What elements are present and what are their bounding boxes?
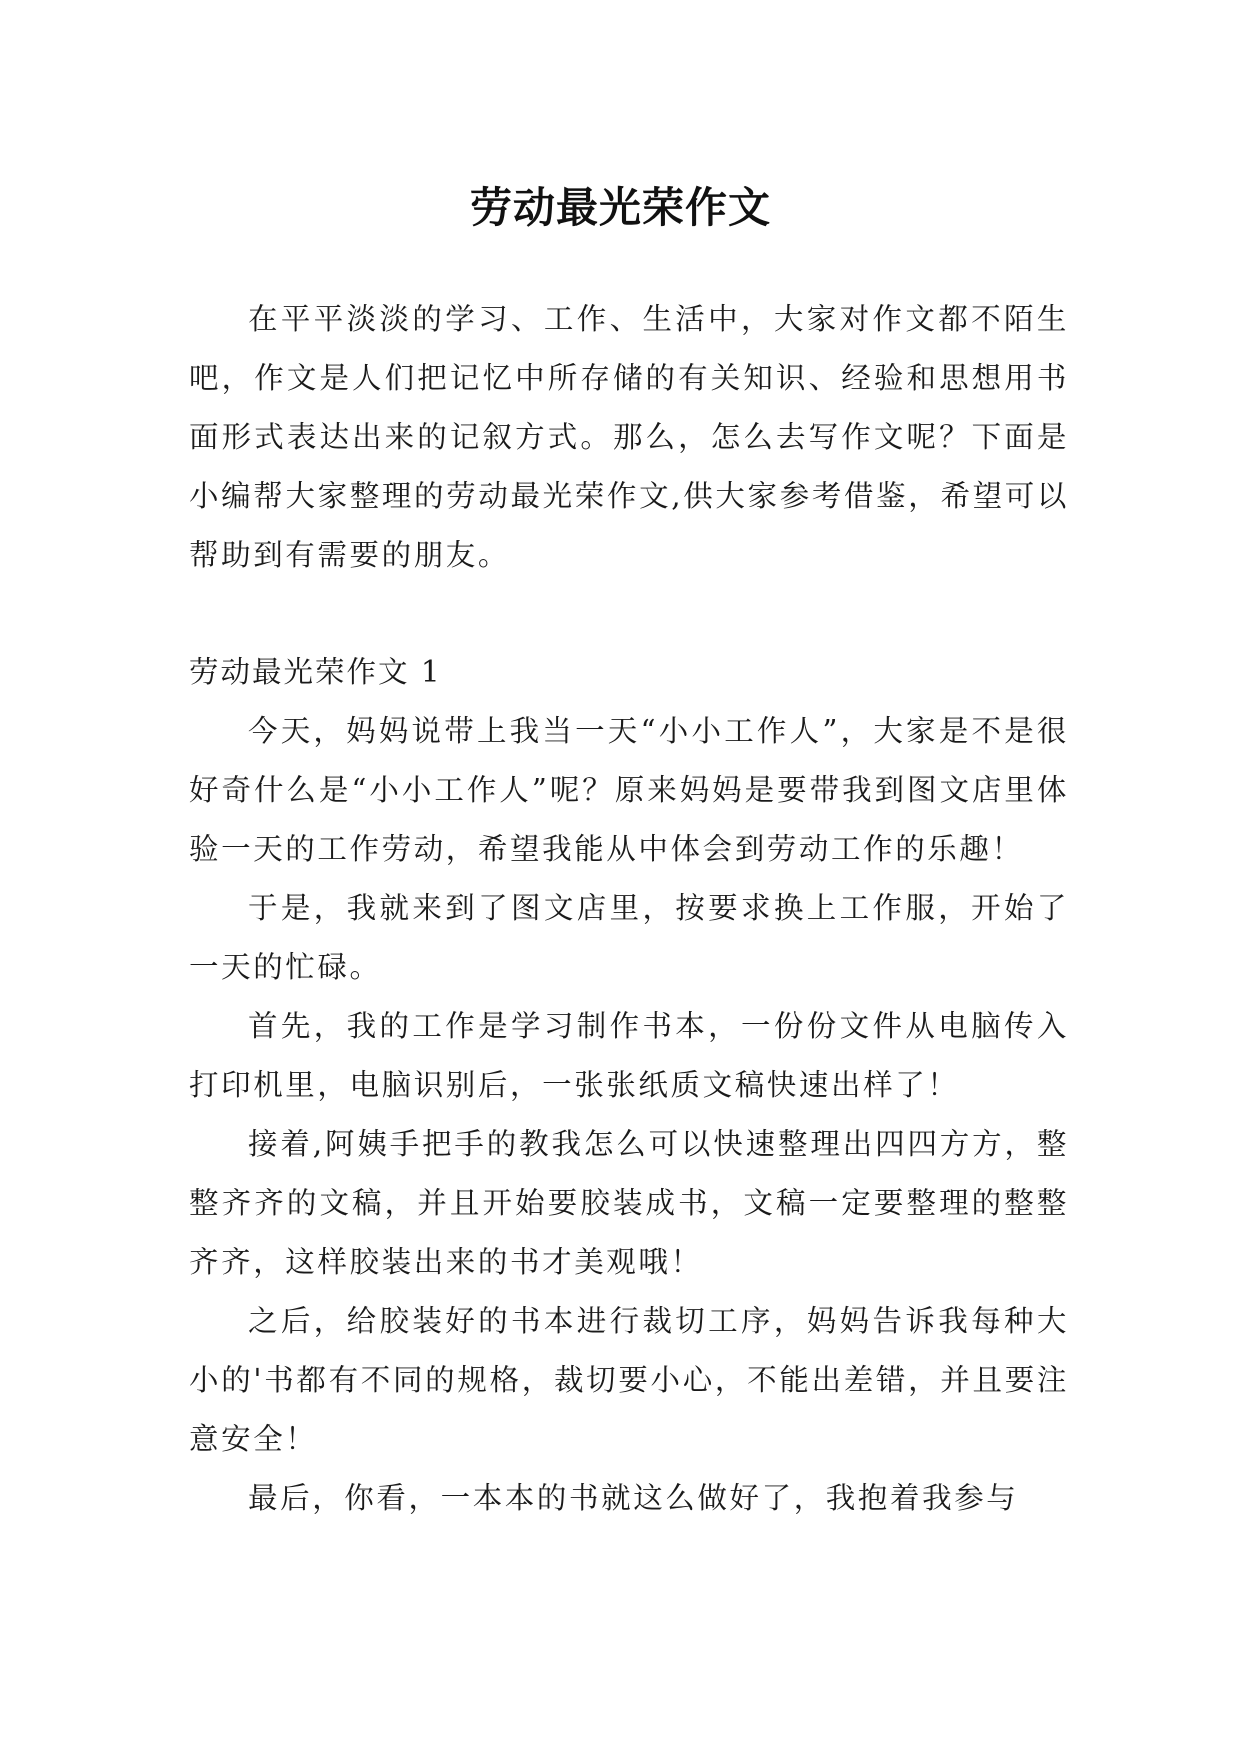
body-paragraph: 于是，我就来到了图文店里，按要求换上工作服，开始了一天的忙碌。 bbox=[189, 891, 1069, 984]
document-title: 劳动最光荣作文 bbox=[469, 183, 771, 233]
document-body bbox=[189, 290, 1069, 1528]
section-heading: 劳动最光荣作文 1 bbox=[189, 655, 442, 689]
body-paragraph: 首先，我的工作是学习制作书本，一份份文件从电脑传入打印机里，电脑识别后，一张张纸质文稿快速出样了！ bbox=[189, 1009, 1069, 1102]
body-paragraph: 之后，给胶装好的书本进行裁切工序，妈妈告诉我每种大小的'书都有不同的规格，裁切要小心，不能出差错，并且要注意安全！ bbox=[189, 1304, 1069, 1456]
intro-paragraph: 在平平淡淡的学习、工作、生活中，大家对作文都不陌生吧，作文是人们把记忆中所存储的有关知识、经验和思想用书面形式表达出来的记叙方式。那么，怎么去写作文呢？下面是小编帮大家整理的劳动最光荣作文,供大家参考借鉴，希望可以帮助到有需要的朋友。 bbox=[189, 302, 1069, 572]
body-paragraph: 今天，妈妈说带上我当一天“小小工作人”，大家是不是很好奇什么是“小小工作人”呢？原来妈妈是要带我到图文店里体验一天的工作劳动，希望我能从中体会到劳动工作的乐趣！ bbox=[189, 714, 1069, 866]
body-paragraph: 最后，你看，一本本的书就这么做好了，我抱着我参与 bbox=[248, 1481, 1019, 1515]
body-paragraph: 接着,阿姨手把手的教我怎么可以快速整理出四四方方，整整齐齐的文稿，并且开始要胶装成书，文稿一定要整理的整整齐齐，这样胶装出来的书才美观哦！ bbox=[189, 1127, 1069, 1279]
